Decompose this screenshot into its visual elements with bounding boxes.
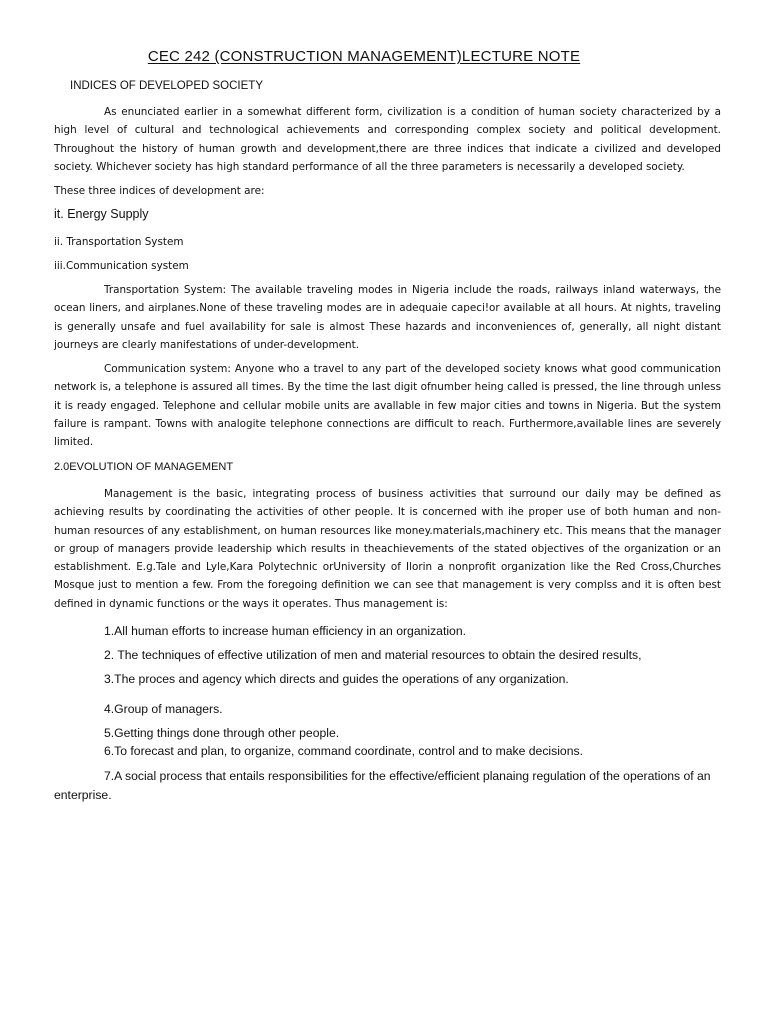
indices-intro: These three indices of development are:: [54, 185, 265, 197]
management-paragraph: Management is the basic, integrating process of business activities that surround our daily may be defined as achieving results by coordinating the activities of other people. It is concerned with ihe proper use of both human and non-human resources of any establishment, on human resources like money.materials,machinery etc. This means that the manager or group of managers provide leadership which results in theachievements of the stated objectives of the organization or an establishment. E.g.Tale and Lyle,Kara Polytechnic orUniversity of Ilorin a nonprofit organization like the Red Cross,Churches Mosque just to mention a few. From the foregoing definition we can see that management is very complss and it is often best defined in dynamic functions or the ways it operates. Thus management is:: [54, 488, 721, 610]
management-point: 4.Group of managers.: [104, 702, 223, 716]
transport-paragraph: Transportation System: The available traveling modes in Nigeria include the roads, railways inland waterways, the ocean liners, and airplanes.None of these traveling modes are in adequaie capeci!or available at all hours. At nights, traveling is generally unsafe and fuel availability for sale is almost These hazards and inconveniences of, generally, all night distant journeys are clearly manifestations of under-development.: [54, 284, 721, 351]
communication-paragraph: Communication system: Anyone who a travel to any part of the developed society knows what good communication network is, a telephone is assured all times. By the time the last digit ofnumber heing called is pressed, the line through unless it is ready engaged. Telephone and cellular mobile units are avallable in few major cities and towns in Nigeria. But the system failure is rampant. Towns with analogite telephone connections are difficult to reach. Furthermore,available lines are severely limited.: [54, 363, 721, 449]
section-heading-indices: INDICES OF DEVELOPED SOCIETY: [70, 80, 263, 92]
index-item-transport: ii. Transportation System: [54, 236, 184, 248]
management-point: 6.To forecast and plan, to organize, command coordinate, control and to make decisions.: [104, 744, 583, 758]
index-item-communication: iii.Communication system: [54, 260, 189, 272]
management-point: 5.Getting things done through other people.: [104, 726, 340, 740]
management-point: 2. The techniques of effective utilization of men and material resources to obtain the desired results,: [104, 648, 642, 662]
management-point: 7.A social process that entails responsibilities for the effective/efficient planaing regulation of the operations of an enterprise.: [54, 769, 711, 802]
management-point: 1.All human efforts to increase human efficiency in an organization.: [104, 624, 467, 638]
section-heading-evolution: 2.0EVOLUTION OF MANAGEMENT: [54, 461, 234, 473]
index-item-energy: it. Energy Supply: [54, 207, 149, 221]
management-point: 3.The proces and agency which directs and guides the operations of any organization.: [104, 672, 569, 686]
intro-paragraph: As enunciated earlier in a somewhat different form, civilization is a condition of human society characterized by a high level of cultural and technological achievements and corresponding complex society and political development. Throughout the history of human growth and development,there are three indices that indicate a civilized and developed society. Whichever society has high standard performance of all the three parameters is necessarily a developed society.: [54, 106, 721, 173]
document-title: CEC 242 (CONSTRUCTION MANAGEMENT)LECTURE NOTE: [147, 48, 581, 65]
